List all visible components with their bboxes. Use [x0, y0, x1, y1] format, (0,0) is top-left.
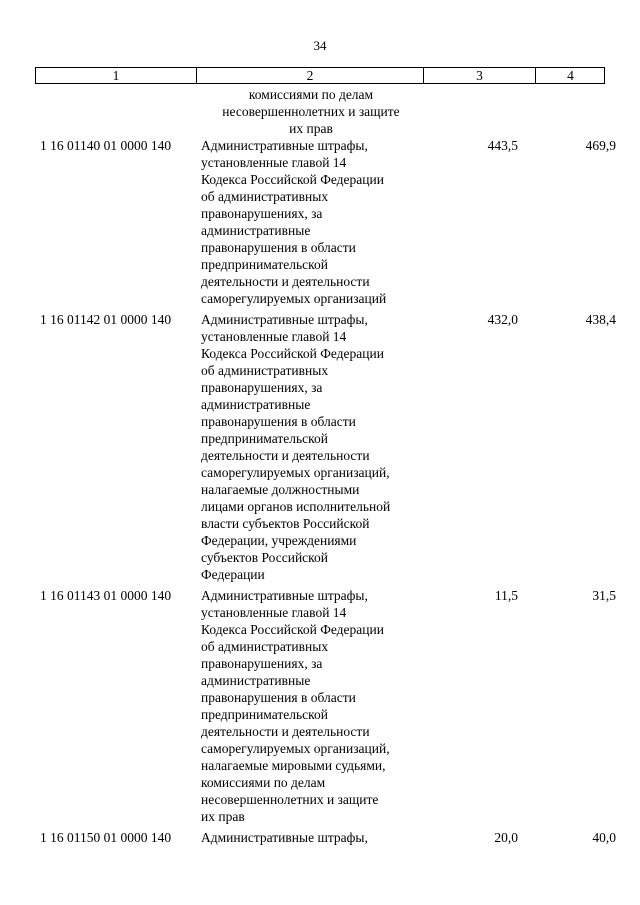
page-number: 34: [313, 38, 327, 53]
value-column-3: 20,0: [494, 830, 518, 845]
value-column-3: 432,0: [487, 312, 518, 327]
table-header-row: [35, 67, 605, 84]
column-header-3: 3: [423, 68, 535, 83]
row-description: Административные штрафы,: [201, 830, 368, 845]
column-header-2: 2: [196, 68, 423, 83]
budget-code: 1 16 01150 01 0000 140: [40, 830, 172, 845]
budget-code: 1 16 01142 01 0000 140: [40, 312, 172, 327]
row-description: Административные штрафы, установленные главой 14 Кодекса Российской Федерации об административных правонарушениях, за административные правонарушения в области предпринимательской деятельности и деятельности саморегулируемых организаций, налагаемые должностными лицами органов исполнительной власти субъектов Российской Федерации, учреждениями субъектов Российской Федерации: [201, 312, 391, 582]
value-column-3: 11,5: [494, 588, 518, 603]
row-description: Административные штрафы, установленные главой 14 Кодекса Российской Федерации об административных правонарушениях, за административные правонарушения в области предпринимательской деятельности и деятельности саморегулируемых организаций, налагаемые мировыми судьями, комиссиями по делам несовершеннолетних и защите их прав: [201, 588, 390, 824]
continuation-text: комиссиями по делам несовершеннолетних и защите их прав: [222, 87, 400, 136]
column-header-1: 1: [112, 68, 120, 83]
value-column-4: 31,5: [592, 588, 616, 603]
value-column-4: 469,9: [585, 138, 616, 153]
row-description: Административные штрафы, установленные главой 14 Кодекса Российской Федерации об административных правонарушениях, за административные правонарушения в области предпринимательской деятельности и деятельности саморегулируемых организаций: [201, 138, 387, 306]
budget-code: 1 16 01140 01 0000 140: [40, 138, 172, 153]
value-column-3: 443,5: [487, 138, 518, 153]
value-column-4: 40,0: [592, 830, 616, 845]
column-header-4: 4: [535, 68, 605, 83]
value-column-4: 438,4: [585, 312, 616, 327]
budget-code: 1 16 01143 01 0000 140: [40, 588, 172, 603]
